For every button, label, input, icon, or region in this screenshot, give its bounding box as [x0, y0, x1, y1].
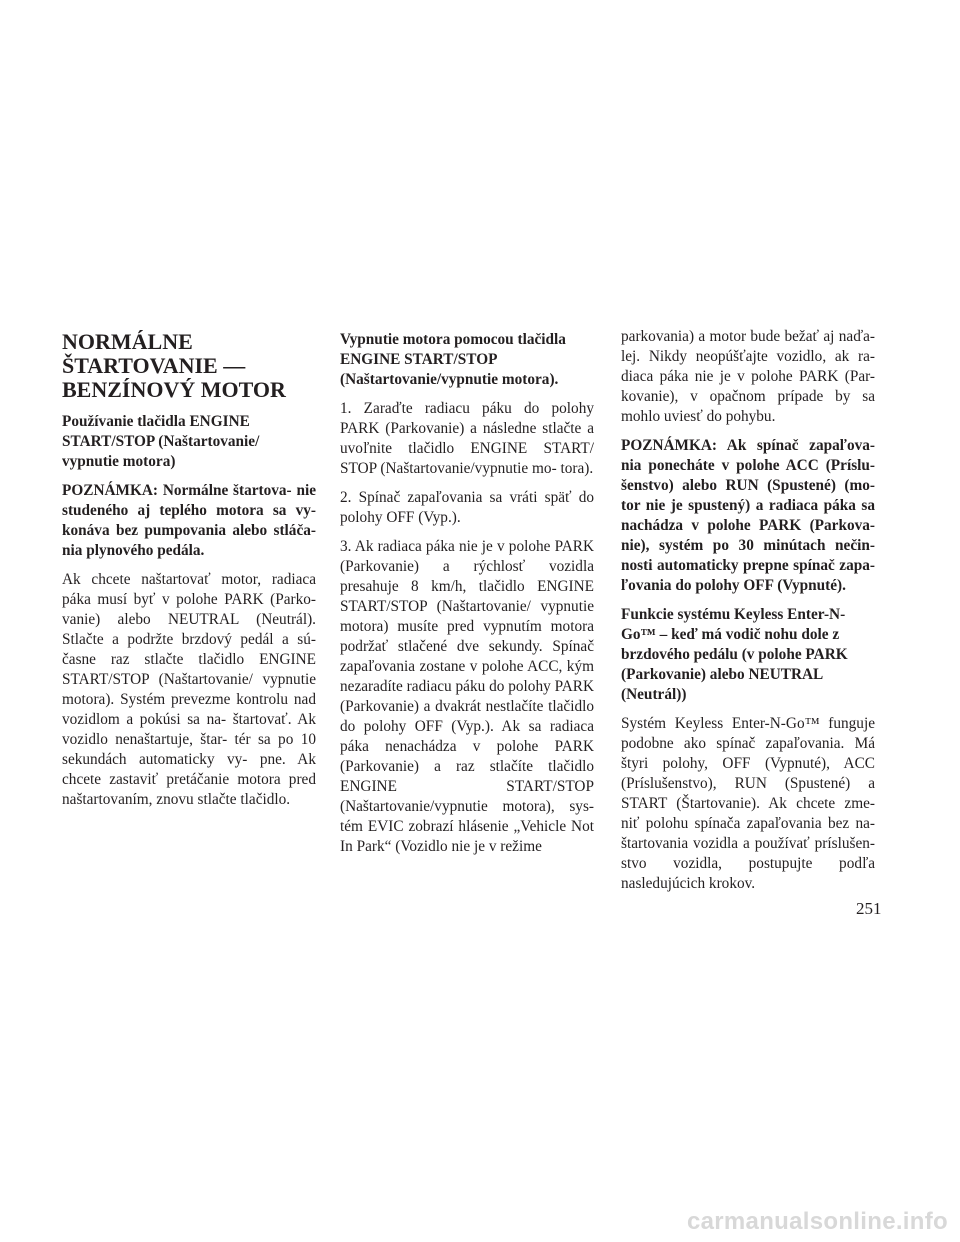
page-number: 251: [856, 899, 882, 918]
note-cold-start: POZNÁMKA: Normálne štartova- nie studeného aj teplého motora sa vy- konáva bez pumpovania alebo stláča- nia plynového pedála.: [62, 482, 316, 559]
middle-column: [340, 330, 594, 857]
step-2: 2. Spínač zapaľovania sa vráti späť do polohy OFF (Vyp.).: [340, 489, 594, 526]
section-heading: NORMÁLNE ŠTARTOVANIE — BENZÍNOVÝ MOTOR: [62, 329, 286, 402]
paragraph-continuation: parkovania) a motor bude bežať aj naďa- lej. Nikdy neopúšťajte vozidlo, ak ra- diaca páka nie je v polohe PARK (Par- kovanie), v opačnom prípade by sa mohlo uviesť do pohybu.: [621, 328, 875, 425]
paragraph-keyless: Systém Keyless Enter-N-Go™ funguje podobne ako spínač zapaľovania. Má štyri polohy, OFF (Vypnuté), ACC (Príslušenstvo), RUN (Spustené) a START (Štartovanie). Ak chcete zme- niť polohu spínača zapaľovania bez na- štartovania vozidla a používať príslušen- stvo vozidla, postupujte podľa nasledujúcich krokov.: [621, 715, 875, 892]
left-column: [62, 330, 316, 810]
paragraph-start-procedure: Ak chcete naštartovať motor, radiaca páka musí byť v polohe PARK (Parko- vanie) alebo NEUTRAL (Neutrál). Stlačte a podržte brzdový pedál a sú- časne raz stlačte tlačidlo ENGINE START/STOP (Naštartovanie/ vypnutie motora). Systém prevezme kontrolu nad vozidlom a pokúsi sa na- štartovať. Ak vozidlo nenaštartuje, štar- tér sa po 10 sekundách automaticky vy- pne. Ak chcete zastaviť pretáčanie motora pred naštartovaním, znovu stlačte tlačidlo.: [62, 571, 316, 808]
subheading-keyless-functions: Funkcie systému Keyless Enter-N-Go™ – keď má vodič nohu dole z brzdového pedálu (v polohe PARK (Parkovanie) alebo NEUTRAL (Neutrál)): [621, 606, 848, 703]
subheading-engine-stop: Vypnutie motora pomocou tlačidla ENGINE START/STOP (Naštartovanie/vypnutie motora).: [340, 331, 566, 388]
right-column: [621, 327, 875, 894]
subheading-start-button: Používanie tlačidla ENGINE START/STOP (Naštartovanie/ vypnutie motora): [62, 413, 260, 470]
watermark: carmanualsonline.info: [686, 1208, 948, 1235]
step-1: 1. Zaraďte radiacu páku do polohy PARK (Parkovanie) a následne stlačte a uvoľnite tlačidlo ENGINE START/ STOP (Naštartovanie/vypnutie mo- tora).: [340, 400, 594, 477]
note-auto-off: POZNÁMKA: Ak spínač zapaľova- nia ponecháte v polohe ACC (Príslu- šenstvo) alebo RUN (Spustené) (mo- tor nie je spustený) a radiaca páka sa nachádza v polohe PARK (Parkova- nie), systém po 30 minútach nečin- nosti automaticky prepne spínač zapa- ľovania do polohy OFF (Vypnuté).: [621, 437, 875, 594]
step-3: 3. Ak radiaca páka nie je v polohe PARK (Parkovanie) a rýchlosť vozidla presahuje 8 km/h, tlačidlo ENGINE START/STOP (Naštartovanie/ vypnutie motora) musíte pred vypnutím motora podržať stlačené dve sekundy. Spínač zapaľovania zostane v polohe ACC, kým nezaradíte radiacu páku do polohy PARK (Parkovanie) a dvakrát nestlačíte tlačidlo do polohy OFF (Vyp.). Ak sa radiaca páka nenachádza v polohe PARK (Parkovanie) a raz stlačíte tlačidlo ENGINE START/STOP (Naštartovanie/vypnutie motora), sys- tém EVIC zobrazí hlásenie „Vehicle Not In Park“ (Vozidlo nie je v režime: [340, 538, 594, 855]
